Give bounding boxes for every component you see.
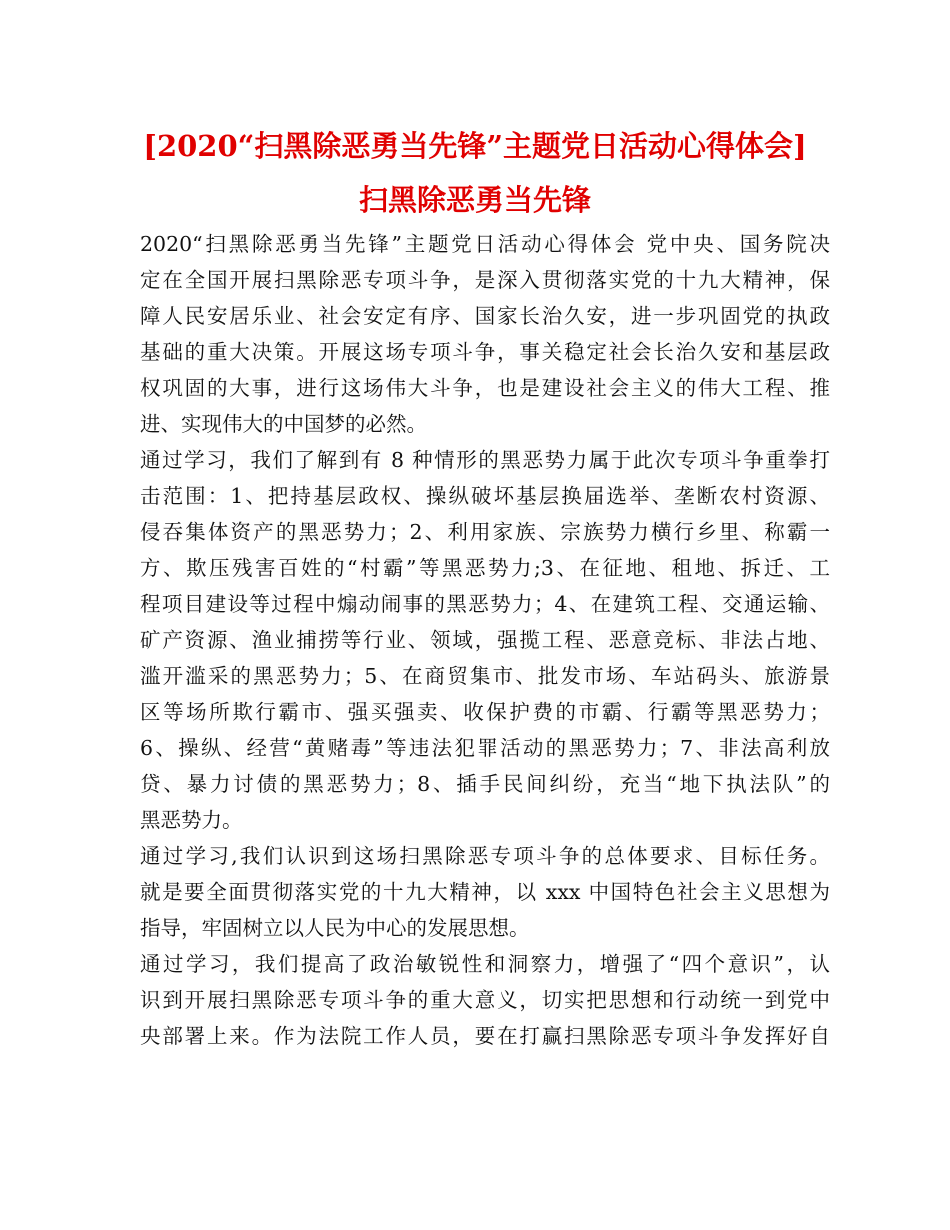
text-line: 2020“扫黑除恶勇当先锋”主题党日活动心得体会 党中央、国务院决 <box>140 232 830 256</box>
text-line: 进、实现伟大的中国梦的必然。 <box>140 412 427 436</box>
text-line: 区等场所欺行霸市、强买强卖、收保护费的市霸、行霸等黑恶势力； <box>140 700 830 724</box>
text-line: 就是要全面贯彻落实党的十九大精神，以 xxx 中国特色社会主义思想为 <box>140 880 830 904</box>
text-line: 黑恶势力。 <box>140 808 243 832</box>
document-title: [2020“扫黑除恶勇当先锋”主题党日活动心得体会] <box>143 129 807 163</box>
text-line: 程项目建设等过程中煽动闹事的黑恶势力；4、在建筑工程、交通运输、 <box>140 592 830 616</box>
text-line: 通过学习，我们提高了政治敏锐性和洞察力，增强了“四个意识”，认 <box>140 952 830 976</box>
paragraph <box>140 226 830 442</box>
document-body <box>140 226 830 1054</box>
paragraph <box>140 838 830 946</box>
document-subtitle: 扫黑除恶勇当先锋 <box>358 183 591 217</box>
text-line: 识到开展扫黑除恶专项斗争的重大意义，切实把思想和行动统一到党中 <box>140 988 830 1012</box>
text-line: 滥开滥采的黑恶势力；5、在商贸集市、批发市场、车站码头、旅游景 <box>140 664 830 688</box>
text-line: 央部署上来。作为法院工作人员，要在打赢扫黑除恶专项斗争发挥好自 <box>140 1024 830 1048</box>
text-line: 6、操纵、经营“黄赌毒”等违法犯罪活动的黑恶势力；7、非法高利放 <box>140 736 830 760</box>
text-line: 侵吞集体资产的黑恶势力；2、利用家族、宗族势力横行乡里、称霸一 <box>140 520 830 544</box>
text-line: 通过学习,我们认识到这场扫黑除恶专项斗争的总体要求、目标任务。 <box>140 844 830 868</box>
text-line: 通过学习，我们了解到有 8 种情形的黑恶势力属于此次专项斗争重拳打 <box>140 448 830 472</box>
text-line: 击范围：1、把持基层政权、操纵破坏基层换届选举、垄断农村资源、 <box>140 484 830 508</box>
paragraph <box>140 946 830 1054</box>
paragraph <box>140 442 830 838</box>
text-line: 定在全国开展扫黑除恶专项斗争，是深入贯彻落实党的十九大精神，保 <box>140 268 830 292</box>
text-line: 基础的重大决策。开展这场专项斗争，事关稳定社会长治久安和基层政 <box>140 340 830 364</box>
text-line: 方、欺压残害百姓的“村霸”等黑恶势力;3、在征地、租地、拆迁、工 <box>140 556 830 580</box>
text-line: 贷、暴力讨债的黑恶势力；8、插手民间纠纷，充当“地下执法队”的 <box>140 772 830 796</box>
text-line: 矿产资源、渔业捕捞等行业、领域，强揽工程、恶意竞标、非法占地、 <box>140 628 830 652</box>
text-line: 障人民安居乐业、社会安定有序、国家长治久安，进一步巩固党的执政 <box>140 304 830 328</box>
text-line: 指导，牢固树立以人民为中心的发展思想。 <box>140 916 530 940</box>
text-line: 权巩固的大事，进行这场伟大斗争，也是建设社会主义的伟大工程、推 <box>140 376 830 400</box>
